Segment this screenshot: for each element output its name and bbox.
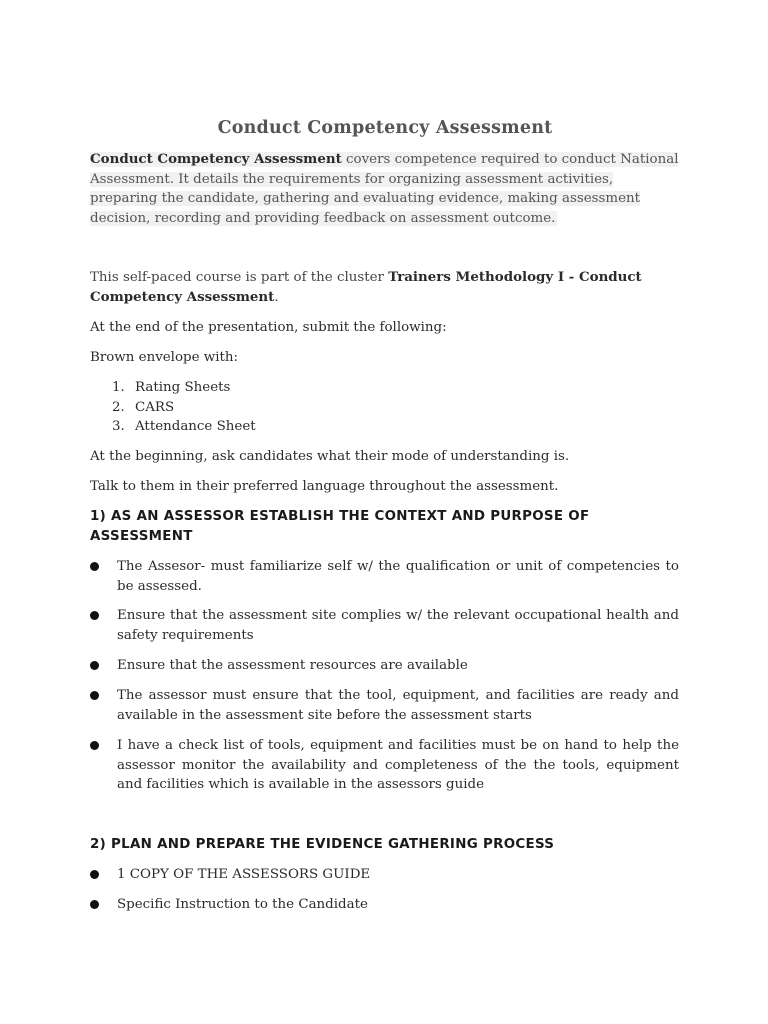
- bullet-text: Ensure that the assessment resources are available: [117, 658, 468, 673]
- intro-text: covers competence required to conduct National Assessment. It details the requirements for organizing assessment activities, preparing the candidate, gathering and evaluating evidence, making assessment decision, recording and providing feedback on assessment outcome.: [90, 152, 679, 227]
- list-item-number: 1.: [112, 380, 125, 395]
- bullet-icon: [90, 562, 99, 571]
- list-item-label: Attendance Sheet: [135, 419, 256, 435]
- bullet-item: [90, 895, 680, 915]
- intro-highlight: [90, 152, 678, 226]
- bullet-icon: [90, 741, 99, 750]
- cluster-prefix: This self-paced course is part of the cluster: [90, 270, 389, 285]
- beginning-line: At the beginning, ask candidates what their mode of understanding is.: [90, 449, 570, 464]
- documents-list: [90, 378, 256, 437]
- bullet-text: I have a check list of tools, equipment and facilities must be on hand to help the assessor monitor the availability and completeness of the the tools, equipment and facilities which is available in the assessors guide: [117, 738, 679, 793]
- list-item-label: CARS: [135, 399, 175, 415]
- document-title: Conduct Competency Assessment: [217, 118, 553, 138]
- intro-bold-lead: Conduct Competency Assessment: [90, 151, 342, 167]
- language-line: Talk to them in their preferred language throughout the assessment.: [90, 479, 559, 494]
- bullet-item: [90, 736, 680, 795]
- bullet-text: Ensure that the assessment site complies w/ the relevant occupational health and safety requirements: [117, 608, 679, 643]
- section-1-heading: 1) AS AN ASSESSOR ESTABLISH THE CONTEXT AND PURPOSE OF ASSESSMENT: [90, 509, 590, 544]
- list-item: [90, 417, 256, 437]
- cluster-paragraph: [90, 268, 680, 307]
- bullet-icon: [90, 691, 99, 700]
- bullet-icon: [90, 661, 99, 670]
- bullet-icon: [90, 870, 99, 879]
- bullet-item: [90, 865, 680, 885]
- list-item-number: 2.: [112, 399, 125, 415]
- bullet-item: [90, 557, 680, 596]
- list-item: [90, 378, 256, 398]
- bullet-item: [90, 606, 680, 645]
- intro-paragraph: [90, 150, 680, 229]
- bullet-text: 1 COPY OF THE ASSESSORS GUIDE: [117, 867, 371, 882]
- submit-line: At the end of the presentation, submit the following:: [90, 320, 447, 335]
- bullet-icon: [90, 900, 99, 909]
- bullet-text: The assessor must ensure that the tool, equipment, and facilities are ready and available in the assessment site before the assessment starts: [117, 688, 679, 723]
- bullet-icon: [90, 611, 99, 620]
- list-item: [90, 398, 256, 418]
- section-2-heading: 2) PLAN AND PREPARE THE EVIDENCE GATHERING PROCESS: [90, 837, 555, 852]
- bullet-text: Specific Instruction to the Candidate: [117, 897, 368, 912]
- cluster-name: Trainers Methodology I - Conduct Competency Assessment: [90, 269, 642, 305]
- bullet-item: [90, 686, 680, 725]
- cluster-suffix: .: [274, 289, 279, 305]
- bullet-text: The Assesor- must familiarize self w/ the qualification or unit of competencies to be assessed.: [117, 559, 679, 594]
- envelope-line: Brown envelope with:: [90, 350, 239, 365]
- bullet-item: [90, 656, 680, 676]
- list-item-number: 3.: [112, 419, 125, 435]
- list-item-label: Rating Sheets: [135, 380, 231, 395]
